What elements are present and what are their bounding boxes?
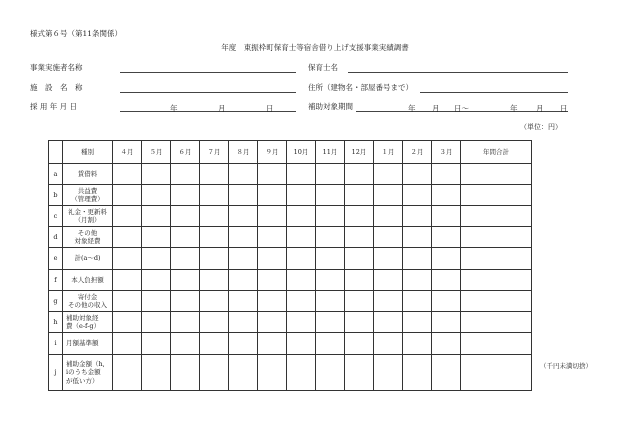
operator-name-label: 事業実施者名称 [30, 63, 83, 72]
table-row [49, 227, 532, 248]
month-amount-cell[interactable] [142, 248, 171, 270]
row-label-line: 賃借料 [77, 169, 98, 178]
month-amount-cell[interactable] [432, 206, 461, 227]
month-amount-cell[interactable] [258, 185, 287, 206]
month-amount-cell[interactable] [113, 248, 142, 270]
row-label-line: （月割） [74, 216, 101, 224]
month-amount-cell[interactable] [432, 312, 461, 333]
month-amount-cell[interactable] [171, 355, 200, 391]
childcare-worker-name-field[interactable] [348, 72, 568, 73]
row-label-line: が低い方） [66, 376, 99, 385]
month-amount-cell[interactable] [432, 333, 461, 355]
row-label [63, 355, 113, 391]
month-amount-cell[interactable] [287, 227, 316, 248]
hire-date-label: 採 用 年 月 日 [30, 102, 78, 111]
period-end-month: 月 [536, 104, 544, 113]
month-amount-cell[interactable] [316, 270, 345, 291]
month-amount-cell[interactable] [142, 206, 171, 227]
row-letter: c [49, 206, 63, 227]
month-amount-cell[interactable] [374, 164, 403, 185]
month-amount-cell[interactable] [229, 164, 258, 185]
month-amount-cell[interactable] [258, 312, 287, 333]
month-amount-cell[interactable] [142, 312, 171, 333]
month-amount-cell[interactable] [229, 333, 258, 355]
month-amount-cell[interactable] [171, 312, 200, 333]
month-amount-cell[interactable] [287, 248, 316, 270]
month-amount-cell[interactable] [171, 164, 200, 185]
table-row [49, 333, 532, 355]
month-amount-cell[interactable] [432, 248, 461, 270]
row-label [63, 270, 113, 291]
month-amount-cell[interactable] [432, 355, 461, 391]
row-label-line: 本人負担額 [71, 275, 104, 284]
month-amount-cell[interactable] [432, 227, 461, 248]
month-amount-cell[interactable] [258, 164, 287, 185]
row-letter: i [49, 333, 63, 355]
address-field[interactable] [420, 92, 568, 93]
month-amount-cell[interactable] [316, 333, 345, 355]
month-amount-cell[interactable] [374, 248, 403, 270]
month-amount-cell[interactable] [374, 206, 403, 227]
month-amount-cell[interactable] [432, 164, 461, 185]
table-row [49, 164, 532, 185]
month-amount-cell[interactable] [374, 333, 403, 355]
hire-date-month: 月 [218, 104, 226, 113]
month-amount-cell[interactable] [200, 164, 229, 185]
row-letter: e [49, 248, 63, 270]
month-header: 10月 [287, 141, 316, 164]
month-amount-cell[interactable] [200, 333, 229, 355]
row-label-line: 共益費 [77, 186, 98, 195]
month-amount-cell[interactable] [258, 248, 287, 270]
month-amount-cell[interactable] [374, 185, 403, 206]
month-amount-cell[interactable] [432, 185, 461, 206]
row-label-line: 寄付金 [77, 292, 98, 301]
annual-total-header: 年間合計 [461, 141, 532, 164]
month-amount-cell[interactable] [113, 270, 142, 291]
month-amount-cell[interactable] [142, 291, 171, 312]
month-amount-cell[interactable] [142, 227, 171, 248]
annual-total-cell[interactable] [461, 270, 532, 291]
row-label [63, 185, 113, 206]
month-amount-cell[interactable] [258, 270, 287, 291]
month-amount-cell[interactable] [113, 355, 142, 391]
month-header: ３月 [432, 141, 461, 164]
month-header: ７月 [200, 141, 229, 164]
month-amount-cell[interactable] [316, 185, 345, 206]
row-label [63, 312, 113, 333]
letter-header [49, 141, 63, 164]
month-header: １月 [374, 141, 403, 164]
row-label-line: 補助金額（h, [66, 360, 105, 369]
month-amount-cell[interactable] [200, 206, 229, 227]
month-amount-cell[interactable] [287, 333, 316, 355]
period-end-day: 日 [560, 104, 568, 113]
table-row [49, 355, 532, 391]
hire-date-day: 日 [266, 104, 274, 113]
month-amount-cell[interactable] [345, 270, 374, 291]
month-amount-cell[interactable] [113, 227, 142, 248]
unit-label: （単位：円） [520, 123, 562, 131]
period-start-day: 日～ [454, 104, 469, 113]
month-amount-cell[interactable] [287, 291, 316, 312]
table-row [49, 206, 532, 227]
annual-total-cell[interactable] [461, 312, 532, 333]
month-amount-cell[interactable] [171, 206, 200, 227]
annual-total-cell[interactable] [461, 355, 532, 391]
row-label-line: 礼金・更新料 [68, 207, 107, 216]
month-header: 11月 [316, 141, 345, 164]
category-header: 種別 [63, 141, 113, 164]
period-start-year: 年 [408, 104, 416, 113]
month-header: ９月 [258, 141, 287, 164]
annual-total-cell[interactable] [461, 185, 532, 206]
month-header: ６月 [171, 141, 200, 164]
month-amount-cell[interactable] [345, 333, 374, 355]
month-amount-cell[interactable] [142, 270, 171, 291]
month-amount-cell[interactable] [374, 291, 403, 312]
month-amount-cell[interactable] [287, 355, 316, 391]
month-amount-cell[interactable] [403, 355, 432, 391]
row-label-line: その他の収入 [68, 301, 107, 309]
month-header: ２月 [403, 141, 432, 164]
month-amount-cell[interactable] [345, 248, 374, 270]
month-amount-cell[interactable] [200, 185, 229, 206]
month-amount-cell[interactable] [374, 270, 403, 291]
month-amount-cell[interactable] [171, 333, 200, 355]
month-amount-cell[interactable] [345, 164, 374, 185]
row-label [63, 248, 113, 270]
month-amount-cell[interactable] [113, 185, 142, 206]
period-start-month: 月 [432, 104, 440, 113]
row-label [63, 164, 113, 185]
form-number: 様式第６号（第11条関係） [30, 29, 123, 38]
month-header: ４月 [113, 141, 142, 164]
month-amount-cell[interactable] [374, 355, 403, 391]
month-amount-cell[interactable] [229, 185, 258, 206]
month-amount-cell[interactable] [316, 312, 345, 333]
month-amount-cell[interactable] [113, 291, 142, 312]
row-label-line: 月額基準額 [66, 339, 99, 348]
month-amount-cell[interactable] [229, 355, 258, 391]
month-amount-cell[interactable] [200, 355, 229, 391]
table-row [49, 185, 532, 206]
month-amount-cell[interactable] [113, 206, 142, 227]
row-label-line: 対象経費 [74, 237, 101, 245]
month-amount-cell[interactable] [171, 227, 200, 248]
table-row [49, 248, 532, 270]
row-letter: g [49, 291, 63, 312]
row-label [63, 291, 113, 312]
childcare-worker-name-label: 保育士名 [308, 63, 338, 72]
row-label [63, 333, 113, 355]
month-amount-cell[interactable] [345, 291, 374, 312]
table-row [49, 312, 532, 333]
annual-total-cell[interactable] [461, 248, 532, 270]
month-amount-cell[interactable] [142, 185, 171, 206]
row-label-line: iのうち金額 [66, 368, 101, 377]
month-amount-cell[interactable] [345, 185, 374, 206]
month-amount-cell[interactable] [432, 291, 461, 312]
subsidy-period-label: 補助対象期間 [308, 102, 353, 111]
month-amount-cell[interactable] [403, 312, 432, 333]
month-amount-cell[interactable] [432, 270, 461, 291]
row-letter: b [49, 185, 63, 206]
document-title: 年度 東振枠町保育士等宿舎借り上げ支援事業実績調書 [221, 43, 409, 52]
operator-name-field[interactable] [120, 72, 296, 73]
month-amount-cell[interactable] [287, 206, 316, 227]
hire-date-year: 年 [170, 104, 178, 113]
annual-total-cell[interactable] [461, 291, 532, 312]
month-amount-cell[interactable] [200, 312, 229, 333]
month-amount-cell[interactable] [374, 227, 403, 248]
table-row [49, 270, 532, 291]
month-amount-cell[interactable] [316, 248, 345, 270]
row-label-line: その他 [77, 228, 98, 237]
month-header: 12月 [345, 141, 374, 164]
annual-total-cell[interactable] [461, 164, 532, 185]
table-header-row [49, 141, 532, 164]
annual-total-cell[interactable] [461, 333, 532, 355]
month-amount-cell[interactable] [403, 227, 432, 248]
month-amount-cell[interactable] [229, 248, 258, 270]
month-amount-cell[interactable] [258, 291, 287, 312]
month-amount-cell[interactable] [200, 227, 229, 248]
month-amount-cell[interactable] [316, 355, 345, 391]
month-amount-cell[interactable] [258, 355, 287, 391]
month-amount-cell[interactable] [374, 312, 403, 333]
month-amount-cell[interactable] [171, 270, 200, 291]
month-amount-cell[interactable] [316, 164, 345, 185]
row-label [63, 206, 113, 227]
month-amount-cell[interactable] [403, 291, 432, 312]
month-amount-cell[interactable] [258, 333, 287, 355]
month-amount-cell[interactable] [229, 270, 258, 291]
month-amount-cell[interactable] [403, 270, 432, 291]
month-amount-cell[interactable] [403, 206, 432, 227]
month-amount-cell[interactable] [316, 206, 345, 227]
facility-name-label: 施 設 名 称 [30, 83, 83, 92]
period-end-year: 年 [510, 104, 518, 113]
month-amount-cell[interactable] [171, 248, 200, 270]
address-label: 住所（建物名・部屋番号まで） [308, 83, 413, 92]
row-label-line: 費（e-f-g） [66, 322, 101, 330]
month-amount-cell[interactable] [403, 333, 432, 355]
month-amount-cell[interactable] [200, 248, 229, 270]
month-amount-cell[interactable] [142, 164, 171, 185]
row-label-line: 計(a～d) [74, 254, 101, 263]
month-amount-cell[interactable] [403, 185, 432, 206]
month-amount-cell[interactable] [316, 291, 345, 312]
month-amount-cell[interactable] [287, 312, 316, 333]
month-amount-cell[interactable] [287, 185, 316, 206]
table-row [49, 291, 532, 312]
month-amount-cell[interactable] [229, 312, 258, 333]
month-amount-cell[interactable] [345, 355, 374, 391]
month-amount-cell[interactable] [113, 312, 142, 333]
row-letter: j [49, 355, 63, 391]
row-letter: d [49, 227, 63, 248]
month-amount-cell[interactable] [316, 227, 345, 248]
month-amount-cell[interactable] [229, 227, 258, 248]
expense-table [48, 140, 532, 391]
month-amount-cell[interactable] [345, 312, 374, 333]
month-amount-cell[interactable] [171, 291, 200, 312]
month-amount-cell[interactable] [171, 185, 200, 206]
row-letter: f [49, 270, 63, 291]
row-label-line: 補助対象経 [66, 313, 99, 322]
annual-total-cell[interactable] [461, 206, 532, 227]
rounding-note: （千円未満切捨） [540, 362, 592, 370]
row-letter: h [49, 312, 63, 333]
month-header: ８月 [229, 141, 258, 164]
row-letter: a [49, 164, 63, 185]
row-label-line: （管理費） [71, 195, 104, 203]
month-amount-cell[interactable] [142, 355, 171, 391]
facility-name-field[interactable] [120, 92, 296, 93]
month-amount-cell[interactable] [345, 227, 374, 248]
month-header: ５月 [142, 141, 171, 164]
month-amount-cell[interactable] [142, 333, 171, 355]
month-amount-cell[interactable] [345, 206, 374, 227]
month-amount-cell[interactable] [403, 248, 432, 270]
month-amount-cell[interactable] [258, 206, 287, 227]
month-amount-cell[interactable] [287, 270, 316, 291]
row-label [63, 227, 113, 248]
month-amount-cell[interactable] [229, 206, 258, 227]
month-amount-cell[interactable] [113, 164, 142, 185]
month-amount-cell[interactable] [200, 270, 229, 291]
month-amount-cell[interactable] [287, 164, 316, 185]
month-amount-cell[interactable] [113, 333, 142, 355]
month-amount-cell[interactable] [200, 291, 229, 312]
annual-total-cell[interactable] [461, 227, 532, 248]
month-amount-cell[interactable] [258, 227, 287, 248]
month-amount-cell[interactable] [403, 164, 432, 185]
month-amount-cell[interactable] [229, 291, 258, 312]
